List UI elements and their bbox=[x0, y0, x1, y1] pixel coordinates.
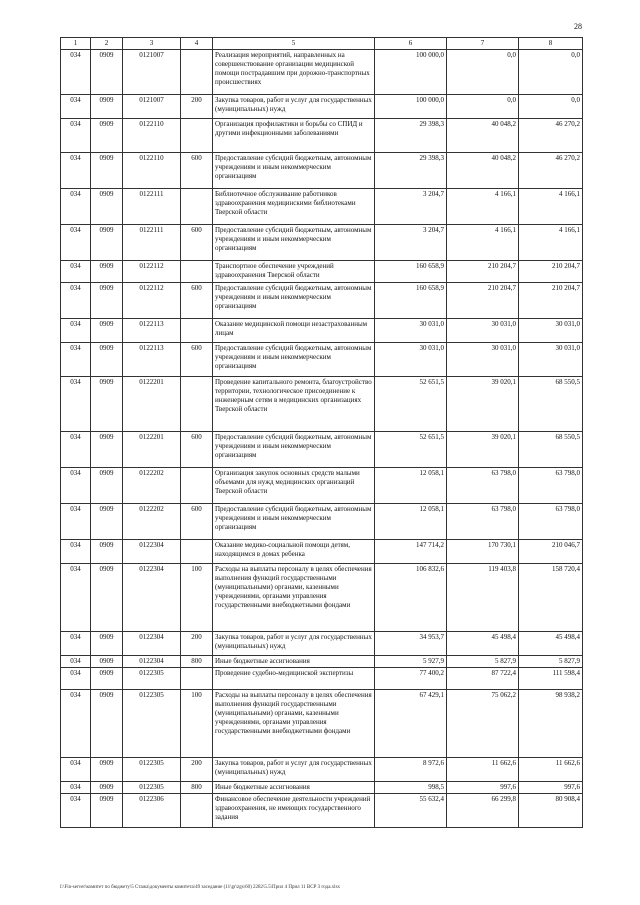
section-code: 0909 bbox=[91, 794, 123, 828]
amount-year-2: 210 204,7 bbox=[447, 283, 519, 319]
target-article-code: 0121007 bbox=[123, 50, 181, 95]
target-article-code: 0122111 bbox=[123, 189, 181, 225]
target-article-code: 0122111 bbox=[123, 225, 181, 261]
expense-type-code bbox=[181, 261, 213, 283]
expense-type-code bbox=[181, 319, 213, 343]
target-article-code: 0122305 bbox=[123, 668, 181, 690]
table-row bbox=[61, 540, 583, 564]
amount-year-1: 29 398,3 bbox=[375, 153, 447, 189]
amount-year-1: 100 000,0 bbox=[375, 50, 447, 95]
section-code: 0909 bbox=[91, 782, 123, 794]
amount-year-2: 63 798,0 bbox=[447, 504, 519, 540]
amount-year-3: 46 270,2 bbox=[519, 153, 583, 189]
expense-description: Реализация мероприятий, направленных на совершенствование организации медицинской помощи пострадавшим при дорожно-транспортных происшествиях bbox=[213, 50, 375, 95]
header-cell: 8 bbox=[519, 38, 583, 50]
amount-year-2: 30 031,0 bbox=[447, 343, 519, 377]
expense-type-code: 600 bbox=[181, 343, 213, 377]
table-row bbox=[61, 632, 583, 656]
ministry-code: 034 bbox=[61, 540, 91, 564]
target-article-code: 0122306 bbox=[123, 794, 181, 828]
amount-year-3: 63 798,0 bbox=[519, 468, 583, 504]
amount-year-2: 39 020,1 bbox=[447, 377, 519, 432]
ministry-code: 034 bbox=[61, 432, 91, 468]
amount-year-1: 106 832,6 bbox=[375, 564, 447, 632]
target-article-code: 0122202 bbox=[123, 504, 181, 540]
section-code: 0909 bbox=[91, 377, 123, 432]
amount-year-1: 52 651,5 bbox=[375, 432, 447, 468]
amount-year-1: 12 058,1 bbox=[375, 468, 447, 504]
ministry-code: 034 bbox=[61, 782, 91, 794]
expense-type-code: 200 bbox=[181, 95, 213, 119]
expense-type-code: 600 bbox=[181, 283, 213, 319]
amount-year-1: 998,5 bbox=[375, 782, 447, 794]
amount-year-3: 63 798,0 bbox=[519, 504, 583, 540]
amount-year-1: 147 714,2 bbox=[375, 540, 447, 564]
target-article-code: 0122202 bbox=[123, 468, 181, 504]
expense-description: Предоставление субсидий бюджетным, автономным учреждениям и иным некоммерческим организациям bbox=[213, 283, 375, 319]
expense-type-code: 200 bbox=[181, 758, 213, 782]
ministry-code: 034 bbox=[61, 189, 91, 225]
amount-year-2: 40 048,2 bbox=[447, 153, 519, 189]
table-row bbox=[61, 504, 583, 540]
table-row bbox=[61, 690, 583, 758]
amount-year-1: 52 651,5 bbox=[375, 377, 447, 432]
amount-year-3: 158 720,4 bbox=[519, 564, 583, 632]
expense-type-code: 600 bbox=[181, 504, 213, 540]
amount-year-2: 45 498,4 bbox=[447, 632, 519, 656]
table-row bbox=[61, 758, 583, 782]
section-code: 0909 bbox=[91, 468, 123, 504]
amount-year-3: 997,6 bbox=[519, 782, 583, 794]
ministry-code: 034 bbox=[61, 95, 91, 119]
file-path-footer: I:\Fin-server\комитет по бюджету\5 Стажа\документы комитета\49 заседание (11\gr\zgs\60) 2282\5.5\Прил 4 Прил 11 ВСР 3 года.xlsx bbox=[60, 885, 341, 890]
expense-type-code bbox=[181, 540, 213, 564]
header-cell: 6 bbox=[375, 38, 447, 50]
amount-year-3: 0,0 bbox=[519, 50, 583, 95]
amount-year-2: 11 662,6 bbox=[447, 758, 519, 782]
table-row bbox=[61, 119, 583, 153]
expense-type-code bbox=[181, 794, 213, 828]
section-code: 0909 bbox=[91, 668, 123, 690]
expense-type-code bbox=[181, 119, 213, 153]
amount-year-3: 210 204,7 bbox=[519, 261, 583, 283]
section-code: 0909 bbox=[91, 189, 123, 225]
expense-description: Закупка товаров, работ и услуг для государственных (муниципальных) нужд bbox=[213, 632, 375, 656]
expense-type-code bbox=[181, 189, 213, 225]
amount-year-2: 63 798,0 bbox=[447, 468, 519, 504]
ministry-code: 034 bbox=[61, 261, 91, 283]
section-code: 0909 bbox=[91, 690, 123, 758]
expense-description: Оказание медицинской помощи незастрахованным лицам bbox=[213, 319, 375, 343]
target-article-code: 0122113 bbox=[123, 319, 181, 343]
expense-description: Проведение судебно-медицинской экспертизы bbox=[213, 668, 375, 690]
section-code: 0909 bbox=[91, 656, 123, 668]
amount-year-1: 8 972,6 bbox=[375, 758, 447, 782]
header-cell: 4 bbox=[181, 38, 213, 50]
target-article-code: 0122304 bbox=[123, 656, 181, 668]
expense-type-code: 600 bbox=[181, 153, 213, 189]
amount-year-1: 30 031,0 bbox=[375, 319, 447, 343]
target-article-code: 0122304 bbox=[123, 632, 181, 656]
expense-type-code bbox=[181, 50, 213, 95]
header-cell: 7 bbox=[447, 38, 519, 50]
amount-year-1: 5 927,9 bbox=[375, 656, 447, 668]
expense-type-code: 800 bbox=[181, 782, 213, 794]
amount-year-3: 210 046,7 bbox=[519, 540, 583, 564]
target-article-code: 0122304 bbox=[123, 540, 181, 564]
amount-year-3: 98 938,2 bbox=[519, 690, 583, 758]
expense-description: Библиотечное обслуживание работников здравоохранения медицинскими библиотеками Тверской области bbox=[213, 189, 375, 225]
amount-year-1: 77 400,2 bbox=[375, 668, 447, 690]
amount-year-2: 87 722,4 bbox=[447, 668, 519, 690]
amount-year-2: 4 166,1 bbox=[447, 225, 519, 261]
header-cell: 1 bbox=[61, 38, 91, 50]
target-article-code: 0122201 bbox=[123, 432, 181, 468]
amount-year-3: 11 662,6 bbox=[519, 758, 583, 782]
target-article-code: 0122304 bbox=[123, 564, 181, 632]
table-row bbox=[61, 95, 583, 119]
expense-description: Предоставление субсидий бюджетным, автономным учреждениям и иным некоммерческим организациям bbox=[213, 153, 375, 189]
target-article-code: 0122113 bbox=[123, 343, 181, 377]
expense-description: Финансовое обеспечение деятельности учреждений здравоохранения, не имеющих государственного задания bbox=[213, 794, 375, 828]
header-cell: 5 bbox=[213, 38, 375, 50]
header-cell: 2 bbox=[91, 38, 123, 50]
ministry-code: 034 bbox=[61, 794, 91, 828]
expense-description: Оказание медико-социальной помощи детям, находящимся в домах ребенка bbox=[213, 540, 375, 564]
expense-description: Закупка товаров, работ и услуг для государственных (муниципальных) нужд bbox=[213, 95, 375, 119]
table-row bbox=[61, 468, 583, 504]
target-article-code: 0122112 bbox=[123, 283, 181, 319]
ministry-code: 034 bbox=[61, 343, 91, 377]
amount-year-1: 34 953,7 bbox=[375, 632, 447, 656]
page-number: 28 bbox=[574, 22, 582, 31]
expense-type-code: 600 bbox=[181, 225, 213, 261]
expense-type-code: 800 bbox=[181, 656, 213, 668]
expense-description: Предоставление субсидий бюджетным, автономным учреждениям и иным некоммерческим организациям bbox=[213, 343, 375, 377]
ministry-code: 034 bbox=[61, 283, 91, 319]
expense-description: Проведение капитального ремонта, благоустройство территории, технологическое присоединение к инженерным сетям в медицинских организациях Тверской области bbox=[213, 377, 375, 432]
amount-year-3: 45 498,4 bbox=[519, 632, 583, 656]
ministry-code: 034 bbox=[61, 564, 91, 632]
section-code: 0909 bbox=[91, 758, 123, 782]
amount-year-2: 4 166,1 bbox=[447, 189, 519, 225]
ministry-code: 034 bbox=[61, 758, 91, 782]
table-row bbox=[61, 283, 583, 319]
amount-year-1: 12 058,1 bbox=[375, 504, 447, 540]
table-row bbox=[61, 50, 583, 95]
expense-description: Иные бюджетные ассигнования bbox=[213, 656, 375, 668]
amount-year-3: 111 598,4 bbox=[519, 668, 583, 690]
amount-year-1: 160 658,9 bbox=[375, 283, 447, 319]
table-row bbox=[61, 343, 583, 377]
table-row bbox=[61, 668, 583, 690]
target-article-code: 0122305 bbox=[123, 758, 181, 782]
expense-type-code: 200 bbox=[181, 632, 213, 656]
expense-type-code: 100 bbox=[181, 690, 213, 758]
amount-year-3: 210 204,7 bbox=[519, 283, 583, 319]
table-row bbox=[61, 153, 583, 189]
amount-year-2: 5 827,9 bbox=[447, 656, 519, 668]
amount-year-3: 30 031,0 bbox=[519, 343, 583, 377]
table-row bbox=[61, 656, 583, 668]
section-code: 0909 bbox=[91, 283, 123, 319]
target-article-code: 0122305 bbox=[123, 782, 181, 794]
amount-year-1: 29 398,3 bbox=[375, 119, 447, 153]
amount-year-3: 4 166,1 bbox=[519, 225, 583, 261]
section-code: 0909 bbox=[91, 504, 123, 540]
expense-description: Расходы на выплаты персоналу в целях обеспечения выполнения функций государственными (муниципальными) органами, казенными учреждениями, органами управления государственными внебюджетными фондами bbox=[213, 564, 375, 632]
expense-type-code bbox=[181, 668, 213, 690]
expense-description: Организация закупок основных средств малыми объемами для нужд медицинских организаций Тверской области bbox=[213, 468, 375, 504]
amount-year-3: 30 031,0 bbox=[519, 319, 583, 343]
expense-description: Расходы на выплаты персоналу в целях обеспечения выполнения функций государственными (муниципальными) органами, казенными учреждениями, органами управления государственными внебюджетными фондами bbox=[213, 690, 375, 758]
target-article-code: 0122110 bbox=[123, 119, 181, 153]
header-cell: 3 bbox=[123, 38, 181, 50]
amount-year-2: 997,6 bbox=[447, 782, 519, 794]
section-code: 0909 bbox=[91, 225, 123, 261]
amount-year-2: 39 020,1 bbox=[447, 432, 519, 468]
section-code: 0909 bbox=[91, 540, 123, 564]
expense-description: Предоставление субсидий бюджетным, автономным учреждениям и иным некоммерческим организациям bbox=[213, 504, 375, 540]
section-code: 0909 bbox=[91, 432, 123, 468]
target-article-code: 0122110 bbox=[123, 153, 181, 189]
table-row bbox=[61, 261, 583, 283]
ministry-code: 034 bbox=[61, 632, 91, 656]
target-article-code: 0121007 bbox=[123, 95, 181, 119]
budget-table bbox=[60, 37, 583, 828]
amount-year-3: 46 270,2 bbox=[519, 119, 583, 153]
expense-description: Транспортное обеспечение учреждений здравоохранения Тверской области bbox=[213, 261, 375, 283]
amount-year-3: 80 908,4 bbox=[519, 794, 583, 828]
amount-year-3: 68 550,5 bbox=[519, 432, 583, 468]
amount-year-1: 3 204,7 bbox=[375, 189, 447, 225]
amount-year-1: 55 632,4 bbox=[375, 794, 447, 828]
amount-year-3: 4 166,1 bbox=[519, 189, 583, 225]
section-code: 0909 bbox=[91, 261, 123, 283]
target-article-code: 0122112 bbox=[123, 261, 181, 283]
amount-year-1: 160 658,9 bbox=[375, 261, 447, 283]
table-row bbox=[61, 225, 583, 261]
ministry-code: 034 bbox=[61, 504, 91, 540]
amount-year-1: 100 000,0 bbox=[375, 95, 447, 119]
amount-year-2: 40 048,2 bbox=[447, 119, 519, 153]
ministry-code: 034 bbox=[61, 153, 91, 189]
amount-year-2: 119 403,8 bbox=[447, 564, 519, 632]
expense-type-code bbox=[181, 468, 213, 504]
amount-year-2: 170 730,1 bbox=[447, 540, 519, 564]
table-row bbox=[61, 189, 583, 225]
amount-year-3: 0,0 bbox=[519, 95, 583, 119]
amount-year-2: 66 299,8 bbox=[447, 794, 519, 828]
table-row bbox=[61, 432, 583, 468]
ministry-code: 034 bbox=[61, 668, 91, 690]
ministry-code: 034 bbox=[61, 656, 91, 668]
ministry-code: 034 bbox=[61, 50, 91, 95]
table-row bbox=[61, 564, 583, 632]
table-row bbox=[61, 319, 583, 343]
expense-description: Закупка товаров, работ и услуг для государственных (муниципальных) нужд bbox=[213, 758, 375, 782]
ministry-code: 034 bbox=[61, 377, 91, 432]
amount-year-1: 67 429,1 bbox=[375, 690, 447, 758]
section-code: 0909 bbox=[91, 153, 123, 189]
section-code: 0909 bbox=[91, 319, 123, 343]
table-row bbox=[61, 794, 583, 828]
ministry-code: 034 bbox=[61, 319, 91, 343]
expense-description: Предоставление субсидий бюджетным, автономным учреждениям и иным некоммерческим организациям bbox=[213, 225, 375, 261]
section-code: 0909 bbox=[91, 95, 123, 119]
expense-type-code: 100 bbox=[181, 564, 213, 632]
expense-description: Предоставление субсидий бюджетным, автономным учреждениям и иным некоммерческим организациям bbox=[213, 432, 375, 468]
table-row bbox=[61, 782, 583, 794]
expense-description: Организация профилактики и борьбы со СПИД и другими инфекционными заболеваниями bbox=[213, 119, 375, 153]
amount-year-3: 5 827,9 bbox=[519, 656, 583, 668]
amount-year-2: 210 204,7 bbox=[447, 261, 519, 283]
amount-year-2: 75 062,2 bbox=[447, 690, 519, 758]
amount-year-1: 3 204,7 bbox=[375, 225, 447, 261]
amount-year-1: 30 031,0 bbox=[375, 343, 447, 377]
section-code: 0909 bbox=[91, 632, 123, 656]
expense-type-code bbox=[181, 377, 213, 432]
target-article-code: 0122305 bbox=[123, 690, 181, 758]
ministry-code: 034 bbox=[61, 468, 91, 504]
amount-year-3: 68 550,5 bbox=[519, 377, 583, 432]
table-row bbox=[61, 377, 583, 432]
section-code: 0909 bbox=[91, 564, 123, 632]
amount-year-2: 30 031,0 bbox=[447, 319, 519, 343]
header-row bbox=[61, 38, 583, 50]
ministry-code: 034 bbox=[61, 690, 91, 758]
amount-year-2: 0,0 bbox=[447, 95, 519, 119]
target-article-code: 0122201 bbox=[123, 377, 181, 432]
ministry-code: 034 bbox=[61, 119, 91, 153]
amount-year-2: 0,0 bbox=[447, 50, 519, 95]
section-code: 0909 bbox=[91, 119, 123, 153]
section-code: 0909 bbox=[91, 343, 123, 377]
section-code: 0909 bbox=[91, 50, 123, 95]
expense-type-code: 600 bbox=[181, 432, 213, 468]
ministry-code: 034 bbox=[61, 225, 91, 261]
expense-description: Иные бюджетные ассигнования bbox=[213, 782, 375, 794]
